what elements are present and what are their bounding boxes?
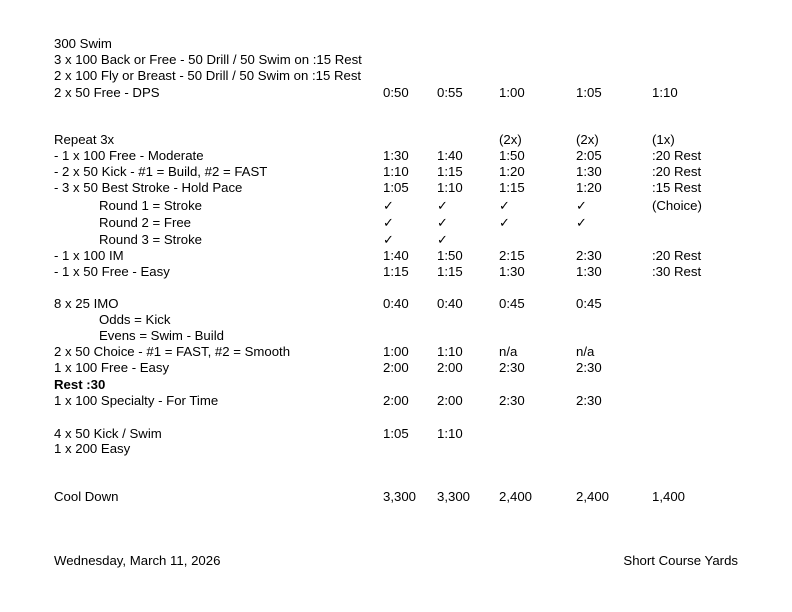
interval-col-3: 1:30 [499,264,525,279]
check-icon: ✓ [437,198,449,213]
interval-col-1: 2:00 [383,360,409,375]
interval-col-5: :20 Rest [652,164,702,179]
set-row [0,328,792,344]
interval-col-4: 1:30 [576,164,602,179]
interval-col-2: 1:10 [437,180,463,195]
interval-col-3: (2x) [499,132,522,147]
set-row [0,148,792,164]
interval-col-4: 2:30 [576,393,602,408]
check-icon: ✓ [383,215,395,230]
interval-col-2: 1:15 [437,164,463,179]
set-row [0,360,792,376]
interval-col-4: 1:05 [576,85,602,100]
set-label: 2 x 50 Choice - #1 = FAST, #2 = Smooth [54,344,291,359]
interval-col-5: (1x) [652,132,675,147]
interval-col-2: 2:00 [437,360,463,375]
header-line [0,52,792,68]
set-row [0,164,792,180]
interval-col-1: 2:00 [383,393,409,408]
set-row [0,232,792,248]
set-row [0,132,792,148]
interval-col-2: 1:15 [437,264,463,279]
set-label: Round 1 = Stroke [99,198,203,213]
set-row [0,441,792,457]
set-label: - 1 x 100 IM [54,248,124,263]
header-line [0,36,792,52]
set-label: - 3 x 50 Best Stroke - Hold Pace [54,180,243,195]
interval-col-3: 0:45 [499,296,525,311]
set-label: Evens = Swim - Build [99,328,224,343]
interval-col-5: (Choice) [652,198,702,213]
set-row [0,377,792,393]
set-label: 4 x 50 Kick / Swim [54,426,162,441]
set-label: Cool Down [54,489,119,504]
check-icon: ✓ [437,232,449,247]
total-col-2: 3,300 [437,489,471,504]
total-col-1: 3,300 [383,489,417,504]
footer-date: Wednesday, March 11, 2026 [54,553,221,568]
set-row [0,426,792,442]
set-label: - 1 x 50 Free - Easy [54,264,170,279]
interval-col-1: 1:15 [383,264,409,279]
set-label: 8 x 25 IMO [54,296,119,311]
check-icon: ✓ [383,198,395,213]
set-row [0,312,792,328]
interval-col-2: 2:00 [437,393,463,408]
set-label: Odds = Kick [99,312,171,327]
interval-col-1: 0:50 [383,85,409,100]
check-icon: ✓ [499,215,511,230]
set-label: Round 2 = Free [99,215,192,230]
set-row [0,296,792,312]
set-row [0,85,792,101]
interval-col-5: 1:10 [652,85,678,100]
total-col-3: 2,400 [499,489,533,504]
header-line-text: 3 x 100 Back or Free - 50 Drill / 50 Swim on :15 Rest [54,52,362,67]
rest-label: Rest :30 [54,377,106,392]
interval-col-4: 0:45 [576,296,602,311]
interval-col-3: 1:15 [499,180,525,195]
interval-col-1: 1:05 [383,180,409,195]
interval-col-3: 2:15 [499,248,525,263]
set-label: 1 x 100 Specialty - For Time [54,393,219,408]
interval-col-3: 1:50 [499,148,525,163]
interval-col-1: 1:05 [383,426,409,441]
interval-col-4: 2:30 [576,360,602,375]
interval-col-4: 1:30 [576,264,602,279]
total-col-4: 2,400 [576,489,610,504]
set-row [0,393,792,409]
set-label: 2 x 50 Free - DPS [54,85,160,100]
interval-col-4: 2:30 [576,248,602,263]
interval-col-3: n/a [499,344,518,359]
interval-col-3: 2:30 [499,360,525,375]
set-label: Round 3 = Stroke [99,232,203,247]
check-icon: ✓ [499,198,511,213]
interval-col-2: 1:10 [437,426,463,441]
interval-col-2: 1:10 [437,344,463,359]
interval-col-2: 1:50 [437,248,463,263]
interval-col-2: 1:40 [437,148,463,163]
set-label: 1 x 200 Easy [54,441,131,456]
set-row [0,264,792,280]
interval-col-2: 0:40 [437,296,463,311]
footer-course: Short Course Yards [623,553,738,568]
interval-col-1: 0:40 [383,296,409,311]
interval-col-3: 1:00 [499,85,525,100]
interval-col-5: :20 Rest [652,148,702,163]
check-icon: ✓ [437,215,449,230]
set-label: - 2 x 50 Kick - #1 = Build, #2 = FAST [54,164,268,179]
check-icon: ✓ [576,198,588,213]
header-line [0,68,792,84]
interval-col-3: 1:20 [499,164,525,179]
total-col-5: 1,400 [652,489,686,504]
interval-col-3: 2:30 [499,393,525,408]
set-row [0,180,792,196]
set-row [0,344,792,360]
interval-col-4: 2:05 [576,148,602,163]
set-label: - 1 x 100 Free - Moderate [54,148,204,163]
set-label: 1 x 100 Free - Easy [54,360,170,375]
interval-col-5: :30 Rest [652,264,702,279]
interval-col-4: (2x) [576,132,599,147]
interval-col-1: 1:00 [383,344,409,359]
set-row [0,215,792,231]
interval-col-5: :20 Rest [652,248,702,263]
totals-row [0,489,792,505]
interval-col-4: n/a [576,344,595,359]
header-line-text: 300 Swim [54,36,112,51]
set-row [0,248,792,264]
check-icon: ✓ [576,215,588,230]
interval-col-1: 1:40 [383,248,409,263]
set-row [0,198,792,214]
interval-col-1: 1:10 [383,164,409,179]
interval-col-5: :15 Rest [652,180,702,195]
interval-col-2: 0:55 [437,85,463,100]
interval-col-1: 1:30 [383,148,409,163]
check-icon: ✓ [383,232,395,247]
header-line-text: 2 x 100 Fly or Breast - 50 Drill / 50 Swim on :15 Rest [54,68,362,83]
set-label: Repeat 3x [54,132,115,147]
interval-col-4: 1:20 [576,180,602,195]
